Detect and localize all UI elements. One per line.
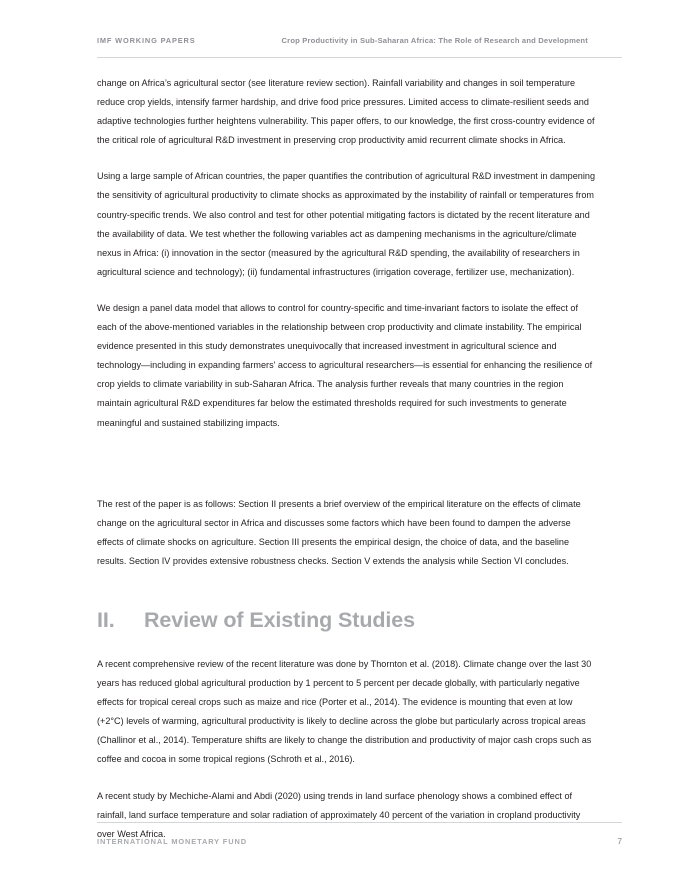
body-paragraph: The rest of the paper is as follows: Section II presents a brief overview of the empirical literature on the effects of climate change on the agricultural sector in Africa and discusses some factors which have been found to dampen the adverse effects of climate shocks on agriculture. Section III presents the empirical design, the choice of data, and the baseline results. Section IV provides extensive robustness checks. Section V extends the analysis while Section VI concludes. [97,498,581,566]
running-footer [97,837,622,846]
body-paragraph: change on Africa’s agricultural sector (see literature review section). Rainfall variability and changes in soil temperature reduce crop yields, intensify farmer hardship, and drive food price pressures. Limited access to climate-resilient seeds and adaptive technologies further heightens vulnerability. This paper offers, to our knowledge, the first cross-country evidence of the critical role of agricultural R&D investment in preserving crop productivity amid recurrent climate shocks in Africa. [97,78,595,146]
section-heading [97,607,598,633]
section-title: Review of Existing Studies [144,607,415,632]
header-paper-title: Crop Productivity in Sub-Saharan Africa: The Role of Research and Development [281,36,588,45]
page-number: 7 [617,837,622,846]
running-header [97,36,622,45]
section-heading-block [97,607,598,633]
header-divider [97,57,622,58]
footer-divider [97,822,622,823]
section-number: II. [97,607,115,632]
document-body [97,74,598,861]
section-paragraph: A recent comprehensive review of the recent literature was done by Thornton et al. (2018). Climate change over the last 30 years has reduced global agricultural production by 1 percent to 5 percent per decade globally, with particularly negative effects for tropical cereal crops such as maize and rice (Porter et al., 2014). The evidence is mounting that even at low (+2°C) levels of warming, agricultural productivity is likely to decline across the globe but particularly across tropical areas (Challinor et al., 2014). Temperature shifts are likely to change the distribution and productivity of major cash crops such as coffee and cocoa in some tropical regions (Schroth et al., 2016). [97,658,592,765]
section-paragraph: A recent study by Mechiche-Alami and Abdi (2020) using trends in land surface phenology shows a combined effect of rainfall, land surface temperature and solar radiation of approximately 40 percent of the variation in cropland productivity over West Africa. [97,790,581,839]
header-publication-label: IMF WORKING PAPERS [97,36,196,45]
body-paragraph: Using a large sample of African countries, the paper quantifies the contribution of agricultural R&D investment in dampening the sensitivity of agricultural productivity to climate shocks as approximated by the instability of rainfall or temperatures from country-specific trends. We also control and test for other potential mitigating factors is dictated by the recent literature and the availability of data. We test whether the following variables act as dampening mechanisms in the agriculture/climate nexus in Africa: (i) innovation in the sector (measured by the agricultural R&D spending, the availability of researchers in agricultural science and technology); (ii) fundamental infrastructures (irrigation coverage, fertilizer use, mechanization). [97,171,596,277]
footer-organization-label: INTERNATIONAL MONETARY FUND [97,837,247,846]
body-paragraph: We design a panel data model that allows to control for country-specific and time-invariant factors to isolate the effect of each of the above-mentioned variables in the relationship between crop productivity and climate instability. The empirical evidence presented in this study demonstrates unequivocally that increased investment in agricultural science and technology—including in expanding farmers' access to agricultural researchers—is essential for enhancing the resilience of crop yields to climate variability in sub-Saharan Africa. The analysis further reveals that many countries in the region maintain agricultural R&D expenditures far below the estimated thresholds required for such investments to generate meaningful and sustained stabilizing impacts. [97,302,593,428]
